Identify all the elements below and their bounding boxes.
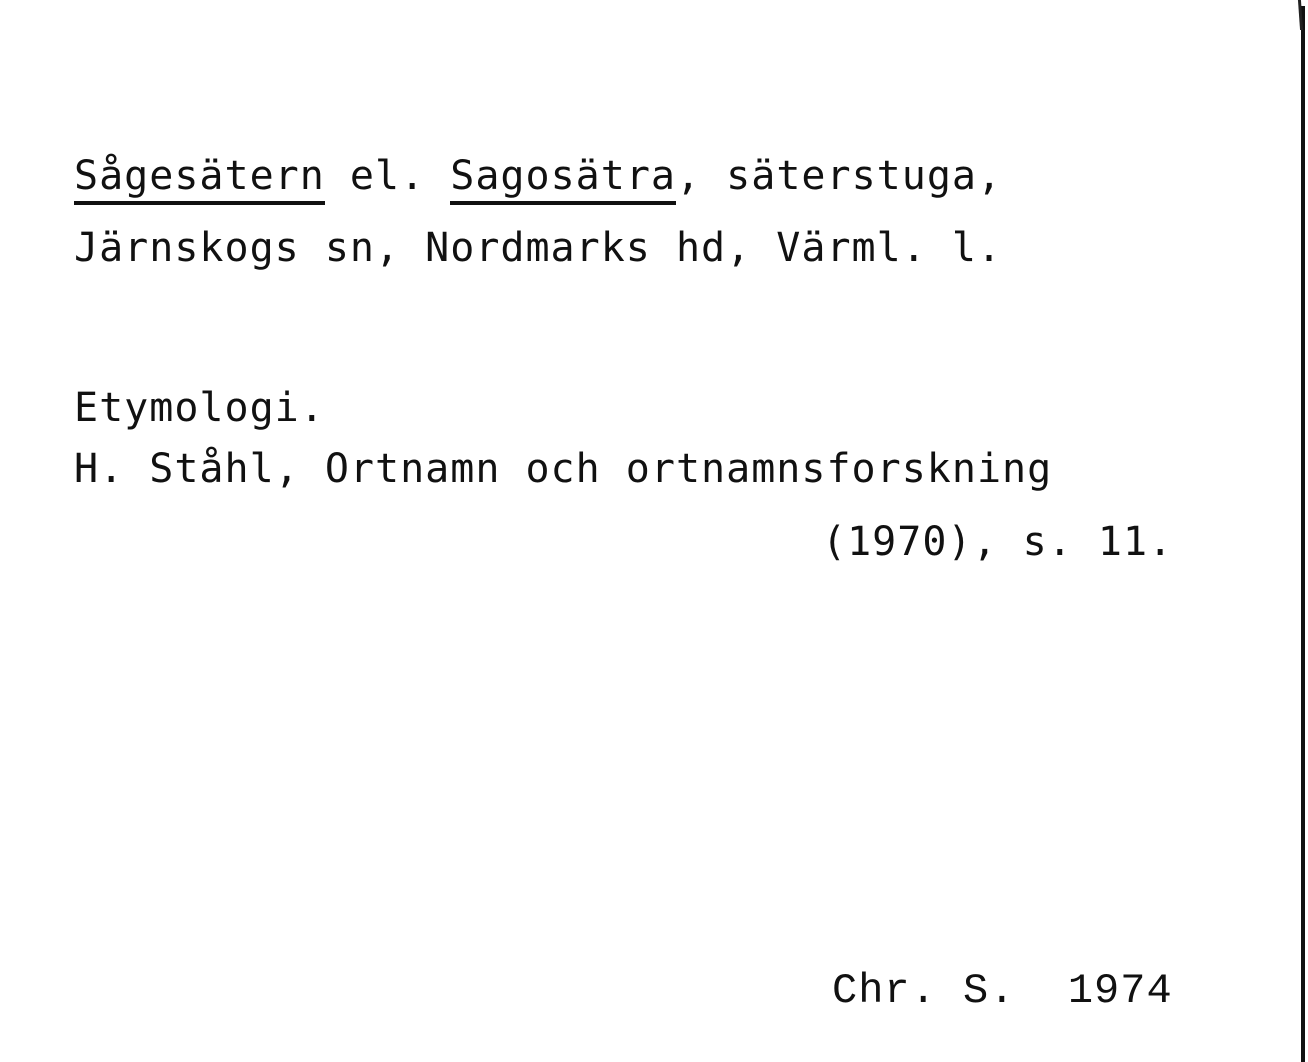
reference-line-1: H. Ståhl, Ortnamn och ortnamnsforskning	[74, 446, 1053, 492]
heading-connector: el.	[324, 153, 451, 199]
section-label: Etymologi.	[74, 385, 325, 431]
reference-line-2: (1970), s. 11.	[822, 519, 1174, 565]
signature: Chr. S. 1974	[832, 967, 1173, 1015]
place-name-alternate: Sagosätra	[450, 153, 676, 205]
card-edge-shadow	[1301, 6, 1305, 1062]
place-name-primary: Sågesätern	[74, 153, 325, 205]
place-type: , säterstuga,	[676, 153, 1003, 199]
heading-line	[74, 153, 1003, 199]
location-line: Järnskogs sn, Nordmarks hd, Värml. l.	[74, 225, 1003, 271]
